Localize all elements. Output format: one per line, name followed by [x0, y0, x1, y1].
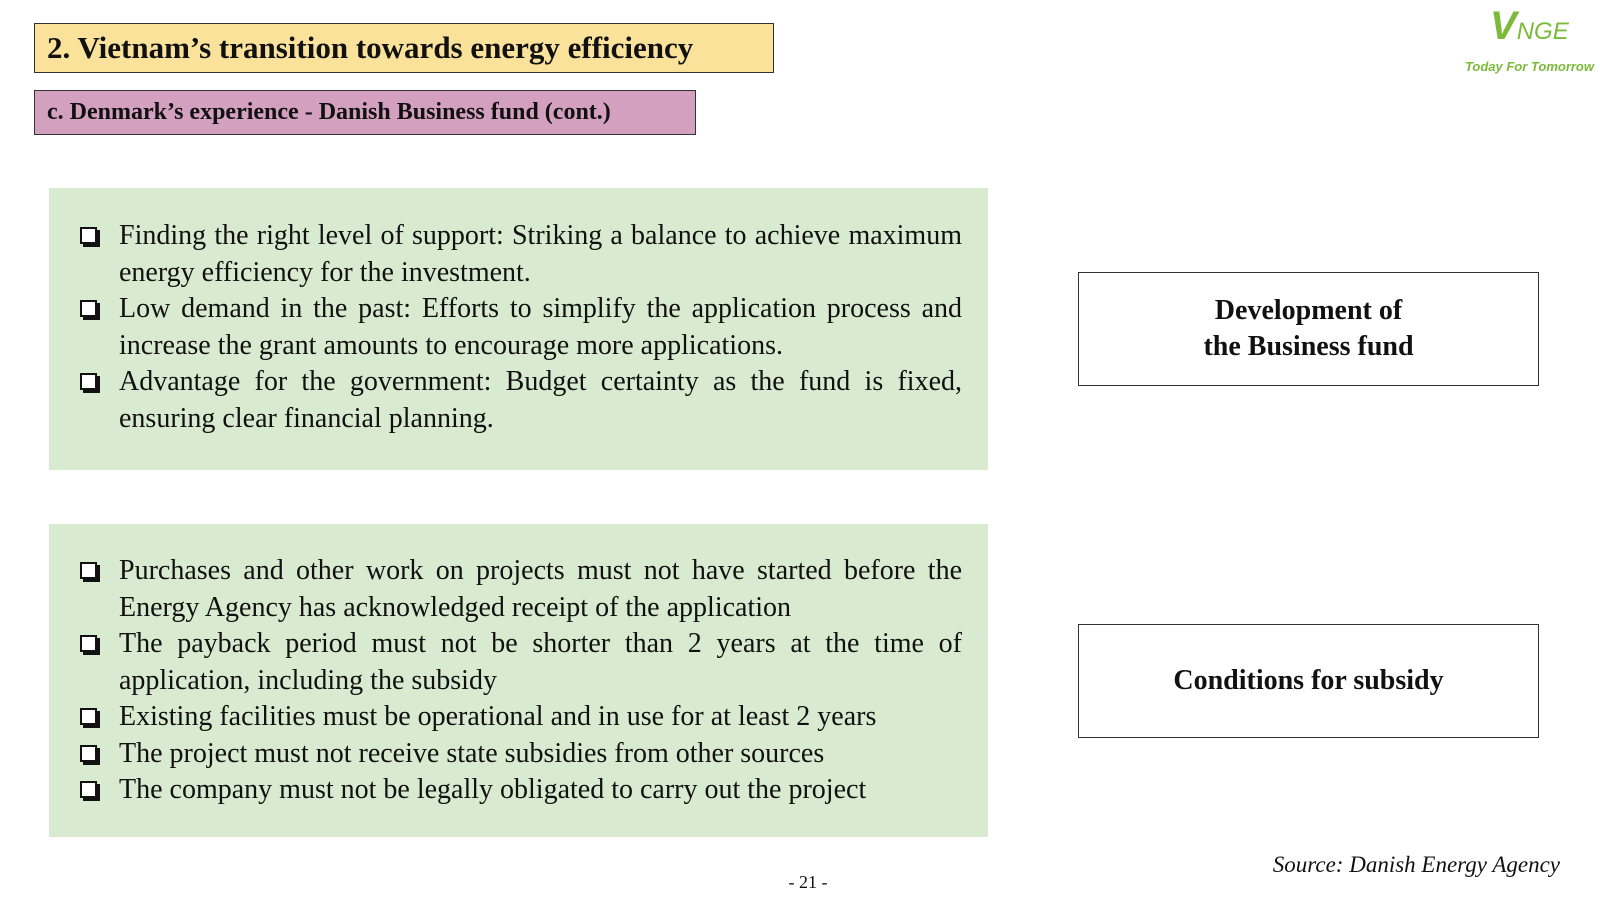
slide-subtitle: c. Denmark’s experience - Danish Business fund (cont.): [34, 90, 696, 135]
list-item: [79, 736, 962, 773]
bullet-text: The project must not receive state subsidies from other sources: [119, 737, 825, 769]
checkbox-icon: [80, 635, 97, 652]
checkbox-icon: [80, 562, 97, 579]
list-item: [79, 699, 962, 736]
fund-development-label: [1078, 272, 1539, 386]
checkbox-icon: [80, 708, 97, 725]
logo-mark: [1490, 4, 1569, 49]
checkbox-icon: [80, 781, 97, 798]
fund-development-label-text: Development of the Business fund: [1203, 295, 1414, 362]
list-item: [79, 218, 962, 291]
logo-mark-small: NGE: [1516, 18, 1569, 45]
subsidy-conditions-list: [79, 553, 962, 809]
subsidy-conditions-panel: [49, 524, 988, 837]
subsidy-conditions-label-text: Conditions for subsidy: [1173, 665, 1444, 696]
page-number: - 21 -: [788, 872, 828, 892]
bullet-text: The company must not be legally obligated to carry out the project: [119, 774, 867, 805]
checkbox-icon: [80, 300, 97, 317]
subsidy-conditions-label: [1078, 624, 1539, 738]
checkbox-icon: [80, 745, 97, 762]
checkbox-icon: [80, 373, 97, 390]
logo-tagline: Today For Tomorrow: [1464, 59, 1594, 74]
list-item: [79, 291, 962, 364]
fund-development-list: [79, 218, 962, 437]
bullet-text: Advantage for the government: Budget certainty as the fund is fixed, ensuring clear financial planning.: [119, 366, 962, 434]
list-item: [79, 772, 962, 809]
list-item: [79, 553, 962, 626]
bullet-text: Low demand in the past: Efforts to simplify the application process and increase the grant amounts to encourage more applications.: [119, 293, 962, 361]
bullet-text: Finding the right level of support: Striking a balance to achieve maximum energy efficiency for the investment.: [119, 220, 962, 288]
list-item: [79, 364, 962, 437]
vnge-logo: [1450, 4, 1600, 76]
list-item: [79, 626, 962, 699]
source-note: Source: Danish Energy Agency: [1272, 852, 1560, 877]
bullet-text: Existing facilities must be operational and in use for at least 2 years: [119, 701, 877, 732]
logo-mark-big: V: [1490, 4, 1517, 48]
bullet-text: The payback period must not be shorter than 2 years at the time of application, including the subsidy: [119, 628, 962, 696]
bullet-text: Purchases and other work on projects must not have started before the Energy Agency has acknowledged receipt of the application: [119, 555, 962, 623]
slide-title: 2. Vietnam’s transition towards energy efficiency: [34, 23, 774, 73]
fund-development-panel: [49, 188, 988, 470]
checkbox-icon: [80, 227, 97, 244]
